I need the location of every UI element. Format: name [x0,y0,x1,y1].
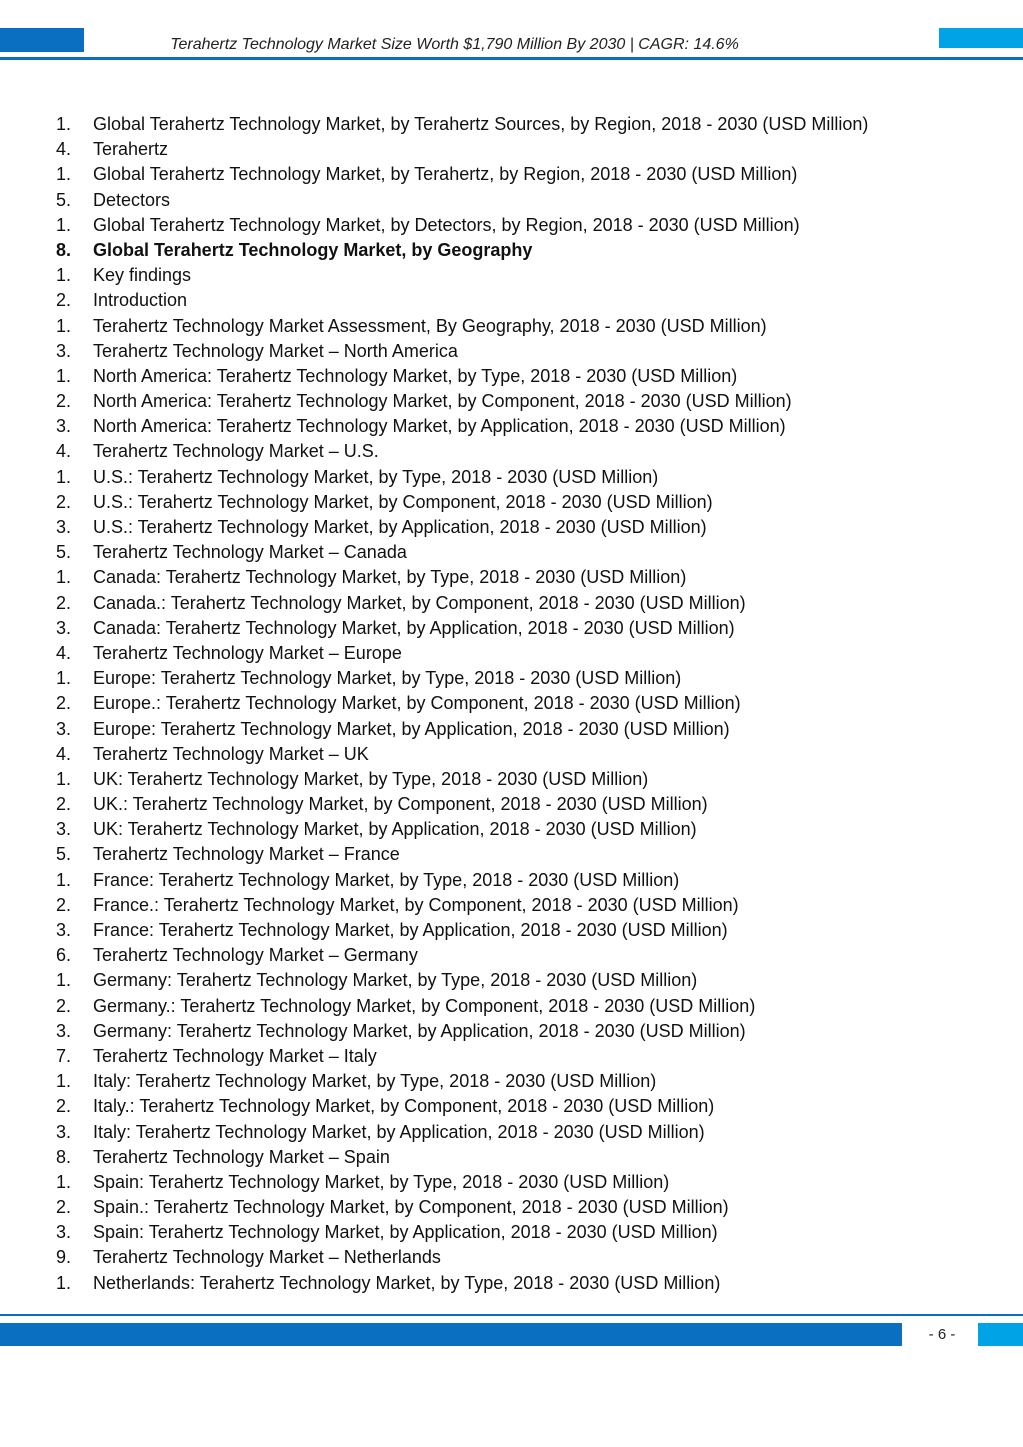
toc-entry-text: Spain.: Terahertz Technology Market, by Component, 2018 - 2030 (USD Million) [93,1197,729,1218]
toc-entry [56,868,986,893]
toc-entry-text: Terahertz Technology Market – Germany [93,945,418,966]
toc-entry [56,540,986,565]
toc-entry-number: 2. [56,995,72,1016]
toc-entry [56,1069,986,1094]
toc-entry-number: 3. [56,1020,72,1041]
toc-entry-number: 4. [56,642,72,663]
toc-entry-number: 1. [56,114,72,134]
toc-entry-number: 4. [56,743,72,764]
toc-entry [56,842,986,867]
header-rule [0,57,1023,60]
toc-entry-number: 2. [56,894,72,915]
toc-entry-number: 1. [56,1171,72,1192]
toc-entry-text: Terahertz Technology Market – Spain [93,1146,390,1167]
toc-entry-text: Terahertz Technology Market – U.S. [93,441,379,462]
toc-entry-text: Italy.: Terahertz Technology Market, by Component, 2018 - 2030 (USD Million) [93,1096,715,1117]
toc-entry-text: Key findings [93,265,192,286]
toc-entry [56,1220,986,1245]
toc-entry-text: Terahertz [93,139,169,160]
table-of-contents [56,112,986,1296]
toc-entry-number: 5. [56,844,72,865]
toc-entry-text: France: Terahertz Technology Market, by Type, 2018 - 2030 (USD Million) [93,869,680,890]
toc-entry-text: France.: Terahertz Technology Market, by Component, 2018 - 2030 (USD Million) [93,894,739,915]
toc-entry-number: 8. [56,1146,72,1167]
toc-entry [56,1170,986,1195]
toc-entry [56,893,986,918]
toc-entry [56,288,986,313]
toc-entry-number: 1. [56,315,72,336]
toc-entry [56,968,986,993]
toc-entry-number: 5. [56,542,72,563]
toc-entry-number: 3. [56,718,72,739]
footer-accent-right [978,1323,1023,1346]
toc-entry [56,465,986,490]
toc-entry-number: 4. [56,441,72,462]
toc-entry-text: UK.: Terahertz Technology Market, by Component, 2018 - 2030 (USD Million) [93,794,708,815]
toc-entry-number: 6. [56,945,72,966]
toc-entry-number: 4. [56,139,72,160]
toc-entry-text: Europe.: Terahertz Technology Market, by Component, 2018 - 2030 (USD Million) [93,693,741,714]
toc-entry-text: Terahertz Technology Market – France [93,844,400,865]
toc-entry-text: Terahertz Technology Market – Europe [93,642,402,663]
toc-entry-number: 1. [56,970,72,991]
toc-entry-number: 3. [56,920,72,940]
toc-entry [56,213,986,238]
toc-entry-number: 2. [56,693,72,714]
toc-entry-text: Global Terahertz Technology Market, by Terahertz, by Region, 2018 - 2030 (USD Million) [93,164,798,185]
toc-entry-number: 1. [56,265,72,286]
toc-entry-text: Terahertz Technology Market – North America [93,340,458,361]
toc-entry [56,1044,986,1069]
toc-entry [56,515,986,540]
toc-entry-text: Terahertz Technology Market – Canada [93,542,407,563]
toc-entry [56,641,986,666]
toc-entry [56,1145,986,1170]
toc-entry [56,490,986,515]
toc-entry-text: Italy: Terahertz Technology Market, by Application, 2018 - 2030 (USD Million) [93,1121,705,1142]
toc-entry-text: Global Terahertz Technology Market, by Terahertz Sources, by Region, 2018 - 2030 (USD Million) [93,114,869,134]
toc-entry [56,112,986,137]
toc-entry [56,238,986,263]
toc-entry [56,314,986,339]
toc-entry-text: Italy: Terahertz Technology Market, by Type, 2018 - 2030 (USD Million) [93,1071,657,1092]
toc-entry [56,767,986,792]
toc-entry-number: 3. [56,1222,72,1243]
toc-entry-text: Germany: Terahertz Technology Market, by Type, 2018 - 2030 (USD Million) [93,970,698,991]
toc-entry-number: 2. [56,592,72,613]
toc-entry-number: 3. [56,517,72,537]
toc-entry-text: Detectors [93,189,171,210]
toc-entry [56,817,986,842]
toc-entry-text: Terahertz Technology Market – Italy [93,1045,377,1066]
toc-entry-number: 1. [56,466,72,487]
toc-entry [56,137,986,162]
toc-entry-text: Europe: Terahertz Technology Market, by Type, 2018 - 2030 (USD Million) [93,668,682,689]
header-accent-right [939,28,1023,48]
toc-entry-text: UK: Terahertz Technology Market, by Application, 2018 - 2030 (USD Million) [93,819,697,840]
toc-entry-text: Terahertz Technology Market – UK [93,743,369,764]
toc-entry-number: 3. [56,617,72,638]
page-header-title: Terahertz Technology Market Size Worth $1,790 Million By 2030 | CAGR: 14.6% [170,36,739,53]
toc-entry-text: Spain: Terahertz Technology Market, by Type, 2018 - 2030 (USD Million) [93,1171,670,1192]
toc-entry [56,1120,986,1145]
toc-entry-number: 1. [56,668,72,689]
toc-entry-text: Terahertz Technology Market – Netherlands [93,1247,441,1268]
toc-entry [56,918,986,943]
toc-entry-number: 2. [56,1197,72,1218]
toc-entry-text: Canada.: Terahertz Technology Market, by Component, 2018 - 2030 (USD Million) [93,592,746,613]
toc-entry [56,994,986,1019]
toc-entry-text: Introduction [93,290,188,311]
toc-entry-number: 3. [56,416,72,437]
toc-entry [56,565,986,590]
toc-entry-text: U.S.: Terahertz Technology Market, by Type, 2018 - 2030 (USD Million) [93,466,659,487]
toc-entry-number: 2. [56,391,72,412]
toc-entry [56,717,986,742]
toc-entry-text: Global Terahertz Technology Market, by Detectors, by Region, 2018 - 2030 (USD Million) [93,214,800,235]
toc-entry-text: North America: Terahertz Technology Market, by Component, 2018 - 2030 (USD Million) [93,391,792,412]
toc-entry-number: 3. [56,340,72,361]
toc-entry-text: North America: Terahertz Technology Market, by Type, 2018 - 2030 (USD Million) [93,365,738,386]
toc-entry-text: Europe: Terahertz Technology Market, by Application, 2018 - 2030 (USD Million) [93,718,730,739]
toc-entry-number: 3. [56,1121,72,1142]
toc-entry [56,691,986,716]
toc-entry-number: 1. [56,1272,72,1293]
toc-entry-text: U.S.: Terahertz Technology Market, by Application, 2018 - 2030 (USD Million) [93,517,707,537]
toc-entry [56,188,986,213]
footer-rule [0,1314,1023,1316]
toc-entry [56,389,986,414]
toc-entry-text: North America: Terahertz Technology Market, by Application, 2018 - 2030 (USD Million) [93,416,786,437]
toc-entry-text: Global Terahertz Technology Market, by Geography [93,239,533,260]
toc-entry-number: 5. [56,189,72,210]
toc-entry [56,1019,986,1044]
toc-entry [56,339,986,364]
toc-entry [56,1271,986,1296]
toc-entry [56,591,986,616]
toc-entry [56,414,986,439]
toc-entry-number: 2. [56,290,72,311]
toc-entry-text: Canada: Terahertz Technology Market, by Application, 2018 - 2030 (USD Million) [93,617,735,638]
toc-entry-number: 1. [56,567,72,588]
toc-entry [56,162,986,187]
toc-entry [56,943,986,968]
toc-entry-text: Spain: Terahertz Technology Market, by Application, 2018 - 2030 (USD Million) [93,1222,718,1243]
toc-entry-number: 2. [56,1096,72,1117]
toc-entry [56,742,986,767]
toc-entry-number: 2. [56,491,72,512]
toc-entry [56,1245,986,1270]
toc-entry-number: 1. [56,768,72,789]
toc-entry [56,666,986,691]
toc-entry-text: Terahertz Technology Market Assessment, By Geography, 2018 - 2030 (USD Million) [93,315,767,336]
toc-entry-text: Canada: Terahertz Technology Market, by Type, 2018 - 2030 (USD Million) [93,567,687,588]
toc-entry [56,439,986,464]
toc-entry-number: 1. [56,365,72,386]
toc-entry-text: U.S.: Terahertz Technology Market, by Component, 2018 - 2030 (USD Million) [93,491,713,512]
toc-entry-number: 1. [56,869,72,890]
page-number: - 6 - [928,1326,956,1343]
toc-entry-text: UK: Terahertz Technology Market, by Type, 2018 - 2030 (USD Million) [93,768,649,789]
toc-entry-number: 3. [56,819,72,840]
toc-entry-text: Germany: Terahertz Technology Market, by Application, 2018 - 2030 (USD Million) [93,1020,746,1041]
toc-entry-number: 9. [56,1247,72,1268]
toc-entry-number: 1. [56,214,72,235]
toc-entry-number: 1. [56,1071,72,1092]
toc-entry-text: Germany.: Terahertz Technology Market, by Component, 2018 - 2030 (USD Million) [93,995,756,1016]
toc-entry-text: France: Terahertz Technology Market, by Application, 2018 - 2030 (USD Million) [93,920,728,940]
toc-entry [56,792,986,817]
toc-entry-number: 7. [56,1045,72,1066]
toc-entry [56,364,986,389]
toc-entry-number: 2. [56,794,72,815]
toc-entry-number: 1. [56,164,72,185]
footer-bar [0,1323,902,1346]
toc-entry [56,263,986,288]
toc-entry-number: 8. [56,239,72,260]
toc-entry [56,616,986,641]
toc-entry [56,1195,986,1220]
toc-entry [56,1094,986,1119]
toc-entry-text: Netherlands: Terahertz Technology Market, by Type, 2018 - 2030 (USD Million) [93,1272,721,1293]
